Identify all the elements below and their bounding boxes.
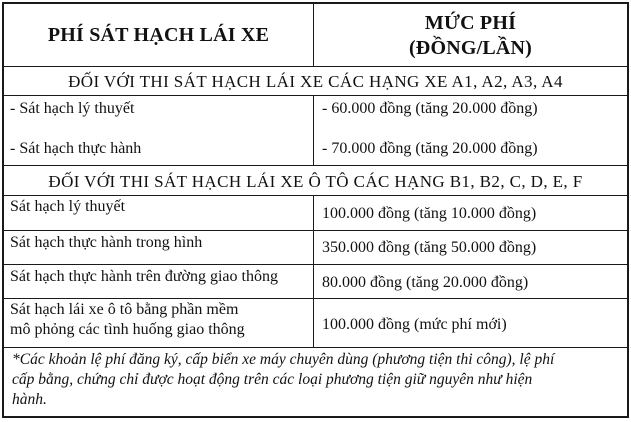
table-row: [4, 196, 627, 231]
motorbike-items: [4, 96, 314, 165]
header-col2-line1: MỨC PHÍ: [424, 12, 517, 34]
row-fee-simulator: 100.000 đồng (mức phí mới): [322, 316, 507, 333]
table-header: [4, 4, 627, 67]
row-item-practice-motorbike: - Sát hạch thực hành: [10, 140, 142, 157]
footnote-line-2: cấp bằng, chứng chỉ được hoạt động trên các loại phương tiện giữ nguyên như hiện: [12, 371, 533, 388]
section-title-car: [4, 166, 627, 196]
table-row-motorbike: [4, 96, 627, 166]
header-fee-amount: [314, 4, 627, 66]
row-fee-theory-car: 100.000 đồng (tăng 10.000 đồng): [322, 205, 537, 222]
row-fee-cell: [314, 196, 627, 230]
row-item-cell: [4, 196, 314, 230]
row-item-cell: [4, 299, 314, 347]
footnote-line-3: hành.: [12, 391, 47, 408]
row-fee-cell: [314, 231, 627, 264]
row-fee-theory-motorbike: - 60.000 đồng (tăng 20.000 đồng): [322, 100, 538, 117]
section-car-label: ĐỐI VỚI THI SÁT HẠCH LÁI XE Ô TÔ CÁC HẠNG B1, B2, C, D, E, F: [48, 172, 583, 191]
section-title-motorbike: [4, 67, 627, 96]
row-item-road-car: Sát hạch thực hành trên đường giao thông: [10, 268, 278, 285]
row-item-theory-car: Sát hạch lý thuyết: [10, 198, 126, 215]
row-fee-cell: [314, 265, 627, 298]
row-item-cell: [4, 265, 314, 298]
table-row: [4, 265, 627, 299]
row-fee-cell: [314, 299, 627, 347]
table-row: [4, 231, 627, 265]
motorbike-fees: [314, 96, 627, 165]
header-col2-line2: (ĐỒNG/LẦN): [408, 37, 533, 59]
header-col1-label: PHÍ SÁT HẠCH LÁI XE: [47, 24, 270, 46]
row-item-theory-motorbike: - Sát hạch lý thuyết: [10, 100, 135, 117]
row-fee-road-car: 80.000 đồng (tăng 20.000 đồng): [322, 274, 529, 291]
row-item-cell: [4, 231, 314, 264]
row-item-simulator-line1: Sát hạch lái xe ô tô bằng phần mềm: [10, 301, 239, 318]
row-item-simulator-line2: mô phỏng các tình huống giao thông: [10, 321, 245, 338]
table-row: [4, 299, 627, 348]
footnote-line-1: *Các khoản lệ phí đăng ký, cấp biển xe máy chuyên dùng (phương tiện thi công), lệ phí: [12, 351, 555, 368]
row-fee-in-lot-car: 350.000 đồng (tăng 50.000 đồng): [322, 239, 537, 256]
section-motorbike-label: ĐỐI VỚI THI SÁT HẠCH LÁI XE CÁC HẠNG XE A1, A2, A3, A4: [68, 72, 563, 91]
header-fee-type: [4, 4, 314, 66]
row-item-in-lot-car: Sát hạch thực hành trong hình: [10, 234, 203, 251]
fee-table: [2, 2, 629, 418]
row-fee-practice-motorbike: - 70.000 đồng (tăng 20.000 đồng): [322, 140, 538, 157]
footnote: [12, 350, 621, 410]
